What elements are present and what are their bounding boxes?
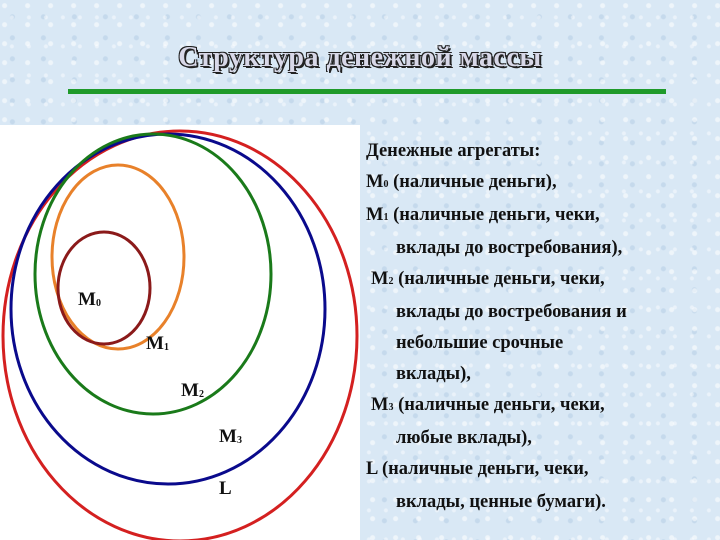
aggregate-name: M [366, 205, 384, 225]
aggregate-name: M [371, 269, 389, 289]
money-aggregates-diagram [0, 125, 360, 540]
aggregate-line [366, 200, 716, 233]
ring-label-l: L [219, 478, 232, 499]
nested-rings-svg [0, 125, 360, 540]
aggregate-name: M [371, 395, 389, 415]
ring-m0 [58, 232, 150, 344]
ring-label-m0: M0 [78, 289, 101, 310]
aggregate-line: вклады до востребования), [396, 238, 623, 258]
ring-label-m1: M1 [146, 333, 169, 354]
aggregate-line: небольшие срочные [396, 333, 564, 353]
aggregate-text: (наличные деньги, чеки, [393, 395, 605, 415]
aggregate-line: вклады до востребования и [396, 302, 627, 322]
aggregate-subscript: 3 [388, 402, 394, 413]
aggregate-subscript: 0 [383, 179, 389, 190]
aggregate-line: вклады, ценные бумаги). [396, 492, 606, 512]
aggregate-text: (наличные деньги, чеки, [388, 205, 600, 225]
aggregates-list [366, 136, 716, 518]
aggregates-heading: Денежные агрегаты: [366, 141, 541, 161]
aggregate-l [366, 454, 716, 518]
aggregate-line: любые вклады), [396, 428, 532, 448]
aggregate-name: L [366, 459, 378, 479]
aggregate-name: M [366, 172, 384, 192]
aggregate-line: вклады), [396, 364, 471, 384]
aggregate-subscript: 2 [388, 276, 394, 287]
slide-title: Структура денежной массы [178, 42, 542, 73]
aggregate-line [366, 454, 716, 487]
aggregate-line [366, 390, 716, 423]
aggregate-text: (наличные деньги), [388, 172, 557, 192]
aggregate-m3 [366, 390, 716, 454]
ring-label-m3: M3 [219, 426, 242, 447]
aggregate-m0 [366, 167, 716, 200]
aggregate-line [366, 264, 716, 297]
aggregate-m1 [366, 200, 716, 264]
aggregate-subscript: 1 [383, 212, 389, 223]
aggregate-line [366, 167, 716, 200]
ring-label-m2: M2 [181, 380, 204, 401]
aggregate-m2 [366, 264, 716, 390]
aggregate-text: (наличные деньги, чеки, [377, 459, 589, 479]
aggregate-text: (наличные деньги, чеки, [393, 269, 605, 289]
ring-m1 [52, 165, 184, 349]
ring-m2 [35, 134, 271, 414]
title-underline [68, 89, 666, 94]
